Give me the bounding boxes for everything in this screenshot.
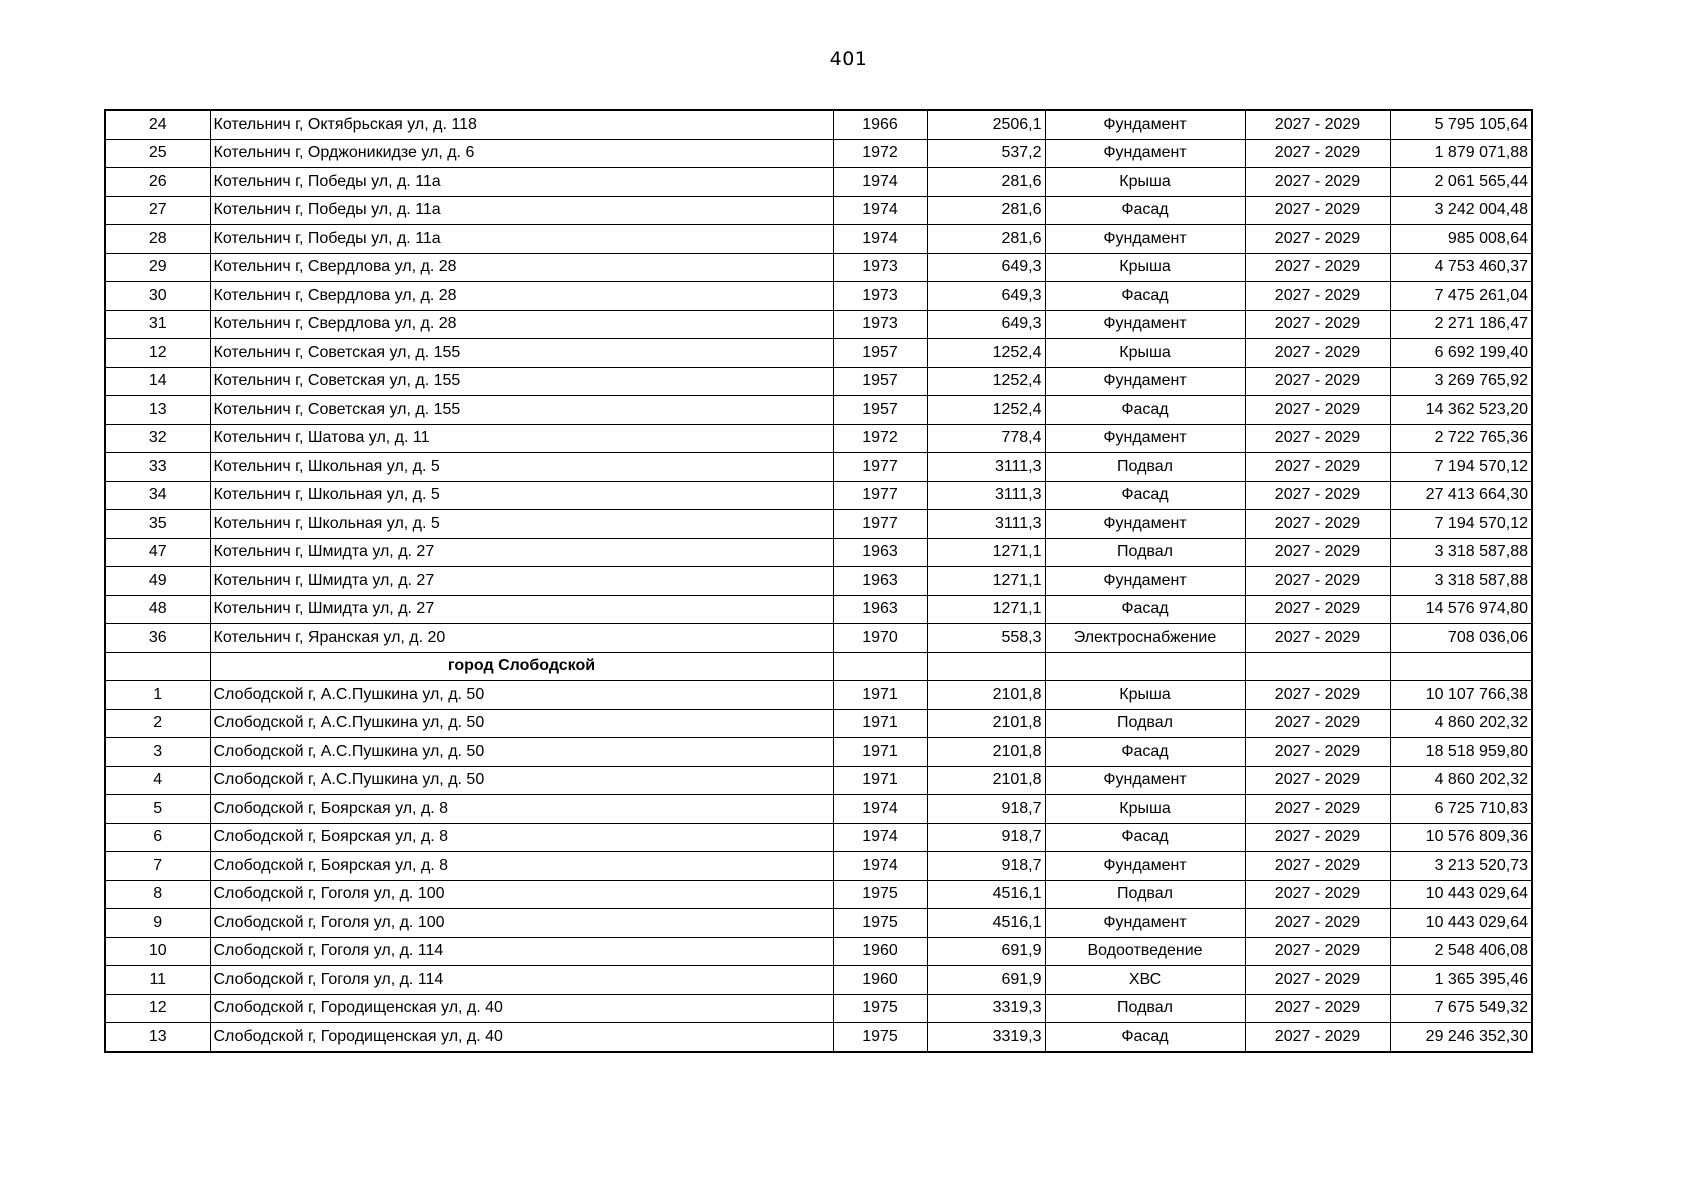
area-cell: 3111,3 — [927, 481, 1045, 510]
area-cell: 2101,8 — [927, 766, 1045, 795]
work-type-cell: Крыша — [1045, 253, 1245, 282]
table-row — [105, 396, 1532, 425]
table-row — [105, 738, 1532, 767]
empty-cell — [1390, 652, 1532, 681]
address-cell: Котельнич г, Школьная ул, д. 5 — [210, 481, 833, 510]
build-year-cell: 1973 — [833, 253, 927, 282]
period-cell: 2027 - 2029 — [1245, 624, 1390, 653]
build-year-cell: 1971 — [833, 766, 927, 795]
work-type-cell: Подвал — [1045, 709, 1245, 738]
area-cell: 1252,4 — [927, 339, 1045, 368]
table-row — [105, 852, 1532, 881]
area-cell: 691,9 — [927, 966, 1045, 995]
work-type-cell: Крыша — [1045, 168, 1245, 197]
row-number-cell: 28 — [105, 225, 210, 254]
work-type-cell: Крыша — [1045, 795, 1245, 824]
area-cell: 2101,8 — [927, 681, 1045, 710]
row-number-cell: 35 — [105, 510, 210, 539]
table-row — [105, 567, 1532, 596]
row-number-cell: 34 — [105, 481, 210, 510]
cost-cell: 10 107 766,38 — [1390, 681, 1532, 710]
work-type-cell: Фасад — [1045, 1023, 1245, 1052]
cost-cell: 3 242 004,48 — [1390, 196, 1532, 225]
period-cell: 2027 - 2029 — [1245, 424, 1390, 453]
area-cell: 4516,1 — [927, 880, 1045, 909]
address-cell: Котельнич г, Шмидта ул, д. 27 — [210, 567, 833, 596]
period-cell: 2027 - 2029 — [1245, 681, 1390, 710]
address-cell: Слободской г, А.С.Пушкина ул, д. 50 — [210, 738, 833, 767]
area-cell: 4516,1 — [927, 909, 1045, 938]
area-cell: 2506,1 — [927, 110, 1045, 139]
row-number-cell: 49 — [105, 567, 210, 596]
repair-schedule-table — [104, 109, 1533, 1053]
work-type-cell: Фундамент — [1045, 110, 1245, 139]
build-year-cell: 1975 — [833, 994, 927, 1023]
period-cell: 2027 - 2029 — [1245, 823, 1390, 852]
period-cell: 2027 - 2029 — [1245, 937, 1390, 966]
area-cell: 1271,1 — [927, 538, 1045, 567]
area-cell: 537,2 — [927, 139, 1045, 168]
table-row — [105, 253, 1532, 282]
table-row — [105, 282, 1532, 311]
period-cell: 2027 - 2029 — [1245, 909, 1390, 938]
address-cell: Слободской г, А.С.Пушкина ул, д. 50 — [210, 681, 833, 710]
work-type-cell: Фундамент — [1045, 310, 1245, 339]
period-cell: 2027 - 2029 — [1245, 396, 1390, 425]
area-cell: 2101,8 — [927, 709, 1045, 738]
work-type-cell: Электроснабжение — [1045, 624, 1245, 653]
row-number-cell: 9 — [105, 909, 210, 938]
period-cell: 2027 - 2029 — [1245, 481, 1390, 510]
area-cell: 3111,3 — [927, 453, 1045, 482]
work-type-cell: Фасад — [1045, 823, 1245, 852]
row-number-cell: 33 — [105, 453, 210, 482]
cost-cell: 3 269 765,92 — [1390, 367, 1532, 396]
area-cell: 649,3 — [927, 310, 1045, 339]
work-type-cell: Фасад — [1045, 738, 1245, 767]
area-cell: 778,4 — [927, 424, 1045, 453]
build-year-cell: 1975 — [833, 1023, 927, 1052]
build-year-cell: 1960 — [833, 966, 927, 995]
build-year-cell: 1977 — [833, 453, 927, 482]
address-cell: Котельнич г, Победы ул, д. 11а — [210, 196, 833, 225]
period-cell: 2027 - 2029 — [1245, 196, 1390, 225]
table-row — [105, 1023, 1532, 1052]
cost-cell: 2 271 186,47 — [1390, 310, 1532, 339]
address-cell: Котельнич г, Яранская ул, д. 20 — [210, 624, 833, 653]
work-type-cell: Фасад — [1045, 595, 1245, 624]
address-cell: Слободской г, Боярская ул, д. 8 — [210, 795, 833, 824]
empty-cell — [1045, 652, 1245, 681]
row-number-cell: 12 — [105, 994, 210, 1023]
empty-cell — [105, 652, 210, 681]
row-number-cell: 10 — [105, 937, 210, 966]
area-cell: 1252,4 — [927, 367, 1045, 396]
table-row — [105, 937, 1532, 966]
work-type-cell: Подвал — [1045, 453, 1245, 482]
area-cell: 918,7 — [927, 795, 1045, 824]
address-cell: Слободской г, Гоголя ул, д. 114 — [210, 937, 833, 966]
table-row — [105, 310, 1532, 339]
address-cell: Котельнич г, Школьная ул, д. 5 — [210, 453, 833, 482]
table-row — [105, 367, 1532, 396]
period-cell: 2027 - 2029 — [1245, 168, 1390, 197]
row-number-cell: 36 — [105, 624, 210, 653]
period-cell: 2027 - 2029 — [1245, 738, 1390, 767]
cost-cell: 1 879 071,88 — [1390, 139, 1532, 168]
work-type-cell: Подвал — [1045, 538, 1245, 567]
table-row — [105, 880, 1532, 909]
cost-cell: 10 443 029,64 — [1390, 909, 1532, 938]
table-row — [105, 909, 1532, 938]
address-cell: Котельнич г, Шмидта ул, д. 27 — [210, 538, 833, 567]
cost-cell: 29 246 352,30 — [1390, 1023, 1532, 1052]
cost-cell: 3 318 587,88 — [1390, 538, 1532, 567]
address-cell: Котельнич г, Победы ул, д. 11а — [210, 225, 833, 254]
area-cell: 1252,4 — [927, 396, 1045, 425]
row-number-cell: 30 — [105, 282, 210, 311]
build-year-cell: 1973 — [833, 282, 927, 311]
period-cell: 2027 - 2029 — [1245, 1023, 1390, 1052]
period-cell: 2027 - 2029 — [1245, 310, 1390, 339]
row-number-cell: 2 — [105, 709, 210, 738]
work-type-cell: Подвал — [1045, 880, 1245, 909]
empty-cell — [927, 652, 1045, 681]
cost-cell: 4 860 202,32 — [1390, 709, 1532, 738]
work-type-cell: Крыша — [1045, 339, 1245, 368]
cost-cell: 2 722 765,36 — [1390, 424, 1532, 453]
work-type-cell: Фундамент — [1045, 766, 1245, 795]
row-number-cell: 29 — [105, 253, 210, 282]
cost-cell: 7 194 570,12 — [1390, 453, 1532, 482]
cost-cell: 18 518 959,80 — [1390, 738, 1532, 767]
build-year-cell: 1960 — [833, 937, 927, 966]
build-year-cell: 1966 — [833, 110, 927, 139]
table-row — [105, 624, 1532, 653]
table-row — [105, 339, 1532, 368]
work-type-cell: Фасад — [1045, 282, 1245, 311]
address-cell: Котельнич г, Свердлова ул, д. 28 — [210, 253, 833, 282]
cost-cell: 708 036,06 — [1390, 624, 1532, 653]
build-year-cell: 1977 — [833, 510, 927, 539]
row-number-cell: 26 — [105, 168, 210, 197]
table-row — [105, 424, 1532, 453]
table-row — [105, 196, 1532, 225]
build-year-cell: 1977 — [833, 481, 927, 510]
area-cell: 3319,3 — [927, 994, 1045, 1023]
row-number-cell: 11 — [105, 966, 210, 995]
work-type-cell: Фундамент — [1045, 139, 1245, 168]
build-year-cell: 1971 — [833, 681, 927, 710]
work-type-cell: Фундамент — [1045, 909, 1245, 938]
area-cell: 3111,3 — [927, 510, 1045, 539]
row-number-cell: 3 — [105, 738, 210, 767]
build-year-cell: 1973 — [833, 310, 927, 339]
work-type-cell: Крыша — [1045, 681, 1245, 710]
work-type-cell: Водоотведение — [1045, 937, 1245, 966]
build-year-cell: 1971 — [833, 738, 927, 767]
period-cell: 2027 - 2029 — [1245, 225, 1390, 254]
area-cell: 3319,3 — [927, 1023, 1045, 1052]
work-type-cell: Фасад — [1045, 196, 1245, 225]
row-number-cell: 13 — [105, 1023, 210, 1052]
build-year-cell: 1970 — [833, 624, 927, 653]
row-number-cell: 8 — [105, 880, 210, 909]
area-cell: 649,3 — [927, 253, 1045, 282]
build-year-cell: 1963 — [833, 567, 927, 596]
address-cell: Котельнич г, Октябрьская ул, д. 118 — [210, 110, 833, 139]
build-year-cell: 1972 — [833, 424, 927, 453]
build-year-cell: 1975 — [833, 880, 927, 909]
work-type-cell: Фундамент — [1045, 367, 1245, 396]
work-type-cell: Фундамент — [1045, 567, 1245, 596]
period-cell: 2027 - 2029 — [1245, 994, 1390, 1023]
area-cell: 918,7 — [927, 823, 1045, 852]
address-cell: Слободской г, Городищенская ул, д. 40 — [210, 994, 833, 1023]
build-year-cell: 1974 — [833, 168, 927, 197]
period-cell: 2027 - 2029 — [1245, 282, 1390, 311]
table-row — [105, 823, 1532, 852]
address-cell: Слободской г, Гоголя ул, д. 114 — [210, 966, 833, 995]
build-year-cell: 1972 — [833, 139, 927, 168]
cost-cell: 14 576 974,80 — [1390, 595, 1532, 624]
table-row — [105, 681, 1532, 710]
area-cell: 649,3 — [927, 282, 1045, 311]
empty-cell — [833, 652, 927, 681]
address-cell: Котельнич г, Советская ул, д. 155 — [210, 367, 833, 396]
build-year-cell: 1963 — [833, 538, 927, 567]
table-row — [105, 110, 1532, 139]
cost-cell: 2 061 565,44 — [1390, 168, 1532, 197]
address-cell: Слободской г, Боярская ул, д. 8 — [210, 852, 833, 881]
cost-cell: 14 362 523,20 — [1390, 396, 1532, 425]
table-row — [105, 510, 1532, 539]
period-cell: 2027 - 2029 — [1245, 367, 1390, 396]
period-cell: 2027 - 2029 — [1245, 339, 1390, 368]
cost-cell: 1 365 395,46 — [1390, 966, 1532, 995]
address-cell: Слободской г, А.С.Пушкина ул, д. 50 — [210, 709, 833, 738]
build-year-cell: 1974 — [833, 225, 927, 254]
build-year-cell: 1971 — [833, 709, 927, 738]
address-cell: Котельнич г, Советская ул, д. 155 — [210, 339, 833, 368]
table-row — [105, 139, 1532, 168]
period-cell: 2027 - 2029 — [1245, 880, 1390, 909]
area-cell: 281,6 — [927, 225, 1045, 254]
cost-cell: 7 475 261,04 — [1390, 282, 1532, 311]
cost-cell: 6 725 710,83 — [1390, 795, 1532, 824]
build-year-cell: 1957 — [833, 339, 927, 368]
cost-cell: 2 548 406,08 — [1390, 937, 1532, 966]
address-cell: Котельнич г, Свердлова ул, д. 28 — [210, 282, 833, 311]
row-number-cell: 32 — [105, 424, 210, 453]
area-cell: 558,3 — [927, 624, 1045, 653]
row-number-cell: 6 — [105, 823, 210, 852]
address-cell: Котельнич г, Шмидта ул, д. 27 — [210, 595, 833, 624]
build-year-cell: 1957 — [833, 367, 927, 396]
cost-cell: 10 576 809,36 — [1390, 823, 1532, 852]
table-row — [105, 453, 1532, 482]
area-cell: 1271,1 — [927, 567, 1045, 596]
table-row — [105, 481, 1532, 510]
row-number-cell: 14 — [105, 367, 210, 396]
work-type-cell: Фасад — [1045, 396, 1245, 425]
period-cell: 2027 - 2029 — [1245, 567, 1390, 596]
work-type-cell: Фундамент — [1045, 510, 1245, 539]
address-cell: Слободской г, А.С.Пушкина ул, д. 50 — [210, 766, 833, 795]
build-year-cell: 1963 — [833, 595, 927, 624]
table-row — [105, 795, 1532, 824]
cost-cell: 7 194 570,12 — [1390, 510, 1532, 539]
cost-cell: 4 753 460,37 — [1390, 253, 1532, 282]
period-cell: 2027 - 2029 — [1245, 110, 1390, 139]
table-row — [105, 766, 1532, 795]
row-number-cell: 5 — [105, 795, 210, 824]
address-cell: Котельнич г, Победы ул, д. 11а — [210, 168, 833, 197]
work-type-cell: Фундамент — [1045, 424, 1245, 453]
table-body — [105, 110, 1532, 1052]
table-row — [105, 538, 1532, 567]
row-number-cell: 47 — [105, 538, 210, 567]
address-cell: Котельнич г, Орджоникидзе ул, д. 6 — [210, 139, 833, 168]
row-number-cell: 7 — [105, 852, 210, 881]
address-cell: Котельнич г, Школьная ул, д. 5 — [210, 510, 833, 539]
cost-cell: 7 675 549,32 — [1390, 994, 1532, 1023]
period-cell: 2027 - 2029 — [1245, 766, 1390, 795]
work-type-cell: Подвал — [1045, 994, 1245, 1023]
cost-cell: 3 318 587,88 — [1390, 567, 1532, 596]
period-cell: 2027 - 2029 — [1245, 852, 1390, 881]
row-number-cell: 31 — [105, 310, 210, 339]
cost-cell: 27 413 664,30 — [1390, 481, 1532, 510]
table-row — [105, 709, 1532, 738]
section-title: город Слободской — [210, 652, 833, 681]
build-year-cell: 1974 — [833, 852, 927, 881]
address-cell: Слободской г, Гоголя ул, д. 100 — [210, 880, 833, 909]
period-cell: 2027 - 2029 — [1245, 795, 1390, 824]
row-number-cell: 12 — [105, 339, 210, 368]
address-cell: Слободской г, Боярская ул, д. 8 — [210, 823, 833, 852]
address-cell: Котельнич г, Шатова ул, д. 11 — [210, 424, 833, 453]
cost-cell: 5 795 105,64 — [1390, 110, 1532, 139]
row-number-cell: 1 — [105, 681, 210, 710]
area-cell: 281,6 — [927, 196, 1045, 225]
cost-cell: 3 213 520,73 — [1390, 852, 1532, 881]
cost-cell: 4 860 202,32 — [1390, 766, 1532, 795]
build-year-cell: 1975 — [833, 909, 927, 938]
section-header-row — [105, 652, 1532, 681]
address-cell: Слободской г, Городищенская ул, д. 40 — [210, 1023, 833, 1052]
cost-cell: 6 692 199,40 — [1390, 339, 1532, 368]
address-cell: Котельнич г, Советская ул, д. 155 — [210, 396, 833, 425]
row-number-cell: 24 — [105, 110, 210, 139]
table-row — [105, 994, 1532, 1023]
page-number: 401 — [829, 48, 868, 70]
area-cell: 1271,1 — [927, 595, 1045, 624]
period-cell: 2027 - 2029 — [1245, 595, 1390, 624]
address-cell: Котельнич г, Свердлова ул, д. 28 — [210, 310, 833, 339]
period-cell: 2027 - 2029 — [1245, 253, 1390, 282]
build-year-cell: 1974 — [833, 196, 927, 225]
address-cell: Слободской г, Гоголя ул, д. 100 — [210, 909, 833, 938]
empty-cell — [1245, 652, 1390, 681]
area-cell: 918,7 — [927, 852, 1045, 881]
work-type-cell: Фундамент — [1045, 225, 1245, 254]
table-row — [105, 225, 1532, 254]
row-number-cell: 27 — [105, 196, 210, 225]
row-number-cell: 25 — [105, 139, 210, 168]
row-number-cell: 4 — [105, 766, 210, 795]
period-cell: 2027 - 2029 — [1245, 510, 1390, 539]
area-cell: 281,6 — [927, 168, 1045, 197]
period-cell: 2027 - 2029 — [1245, 538, 1390, 567]
work-type-cell: Фасад — [1045, 481, 1245, 510]
build-year-cell: 1974 — [833, 823, 927, 852]
cost-cell: 10 443 029,64 — [1390, 880, 1532, 909]
build-year-cell: 1974 — [833, 795, 927, 824]
area-cell: 2101,8 — [927, 738, 1045, 767]
period-cell: 2027 - 2029 — [1245, 453, 1390, 482]
row-number-cell: 48 — [105, 595, 210, 624]
cost-cell: 985 008,64 — [1390, 225, 1532, 254]
build-year-cell: 1957 — [833, 396, 927, 425]
area-cell: 691,9 — [927, 937, 1045, 966]
period-cell: 2027 - 2029 — [1245, 966, 1390, 995]
work-type-cell: Фундамент — [1045, 852, 1245, 881]
period-cell: 2027 - 2029 — [1245, 139, 1390, 168]
row-number-cell: 13 — [105, 396, 210, 425]
table-row — [105, 168, 1532, 197]
table-row — [105, 966, 1532, 995]
period-cell: 2027 - 2029 — [1245, 709, 1390, 738]
work-type-cell: ХВС — [1045, 966, 1245, 995]
table-row — [105, 595, 1532, 624]
